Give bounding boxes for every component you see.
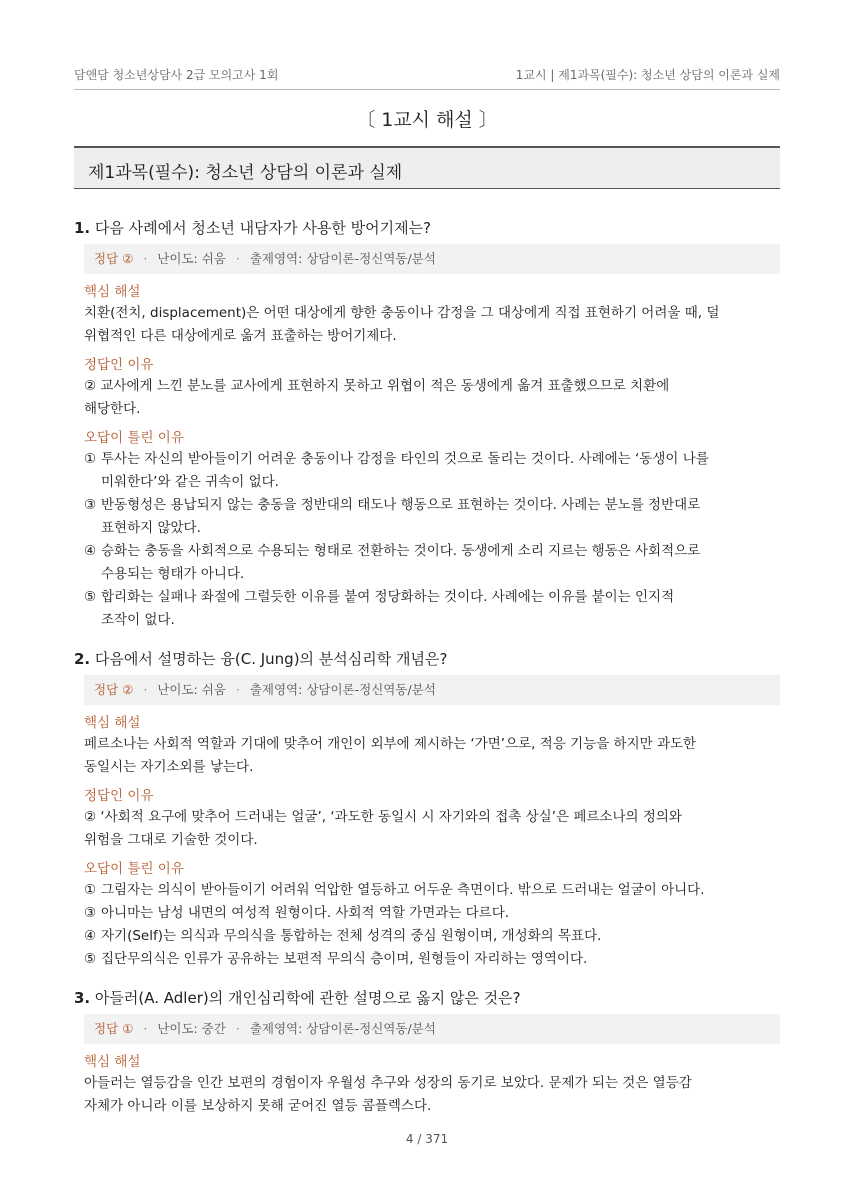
core-explanation-line: 페르소나는 사회적 역할과 기대에 맞추어 개인이 외부에 제시하는 ‘가면’으로, 적응 기능을 하지만 과도한 — [84, 736, 697, 752]
core-explanation-heading: 핵심 해설 — [84, 715, 141, 731]
explanation-body — [84, 282, 780, 632]
option-marker: ⑤ — [84, 589, 97, 605]
answer-key: 정답 ① — [94, 1021, 134, 1036]
core-explanation-line: 위협적인 다른 대상에게로 옮겨 표출하는 방어기제다. — [84, 328, 397, 344]
difficulty-value: 쉬움 — [201, 682, 226, 697]
core-explanation-heading: 핵심 해설 — [84, 284, 141, 300]
option-marker: ④ — [84, 928, 97, 944]
correct-reason-heading: 정답인 이유 — [84, 357, 154, 373]
header-exam-title: 담앤담 청소년상담사 2급 모의고사 1회 — [74, 68, 279, 82]
option-marker: ③ — [84, 497, 97, 513]
option-marker: ⑤ — [84, 951, 97, 967]
wrong-option-item — [84, 540, 780, 586]
option-marker: ① — [84, 882, 97, 898]
core-explanation-line: 동일시는 자기소외를 낳는다. — [84, 759, 254, 775]
correct-reason-line: 해당한다. — [84, 401, 141, 417]
running-header — [74, 66, 780, 90]
subject-title: 제1과목(필수): 청소년 상담의 이론과 실제 — [88, 163, 403, 183]
option-text-line: 승화는 충동을 사회적으로 수용되는 형태로 전환하는 것이다. 동생에게 소리 지르는 행동은 사회적으로 — [101, 543, 701, 559]
option-text-line: 표현하지 않았다. — [101, 520, 201, 536]
subject-banner — [74, 146, 780, 189]
question-number: 2. — [74, 650, 91, 668]
session-title: 〔 1교시 해설 〕 — [356, 109, 498, 131]
option-text-line: 조작이 없다. — [101, 612, 175, 628]
option-text-line: 투사는 자신의 받아들이기 어려운 충동이나 감정을 타인의 것으로 돌리는 것이다. 사례에는 ‘동생이 나를 — [101, 451, 709, 467]
wrong-option-item — [84, 902, 780, 925]
explanation-body — [84, 713, 780, 971]
option-text-line: 반동형성은 용납되지 않는 충동을 정반대의 태도나 행동으로 표현하는 것이다. 사례는 분노를 정반대로 — [101, 497, 701, 513]
question-block-2 — [74, 649, 780, 971]
area-value: 상담이론-정신역동/분석 — [306, 682, 436, 697]
question-number: 3. — [74, 989, 91, 1007]
option-text-line: 집단무의식은 인류가 공유하는 보편적 무의식 층이며, 원형들이 자리하는 영역이다. — [101, 951, 588, 967]
wrong-reasons-heading: 오답이 틀린 이유 — [84, 430, 184, 446]
answer-key: 정답 ② — [94, 682, 134, 697]
difficulty-label: 난이도: — [157, 1021, 202, 1036]
answer-meta-bar — [84, 244, 780, 274]
separator-dot: · — [235, 682, 240, 697]
option-text-line: 합리화는 실패나 좌절에 그럴듯한 이유를 붙여 정당화하는 것이다. 사례에는 이유를 붙이는 인지적 — [101, 589, 675, 605]
option-marker: ④ — [84, 543, 97, 559]
separator-dot: · — [143, 682, 148, 697]
wrong-option-item — [84, 494, 780, 540]
header-section-title: 1교시 | 제1과목(필수): 청소년 상담의 이론과 실제 — [515, 68, 780, 82]
answer-meta-bar — [84, 1014, 780, 1044]
wrong-option-item — [84, 586, 780, 632]
separator-dot: · — [235, 1021, 240, 1036]
correct-reason-line: 위험을 그대로 기술한 것이다. — [84, 832, 258, 848]
core-explanation-line: 아들러는 열등감을 인간 보편의 경험이자 우월성 추구와 성장의 동기로 보았다. 문제가 되는 것은 열등감 — [84, 1075, 692, 1091]
difficulty-label: 난이도: — [157, 251, 202, 266]
separator-dot: · — [235, 251, 240, 266]
correct-reason-line: ② ‘사회적 요구에 맞추어 드러내는 얼굴’, ‘과도한 동일시 시 자기와의 접촉 상실’은 페르소나의 정의와 — [84, 809, 682, 825]
correct-reason-line: ② 교사에게 느낀 분노를 교사에게 표현하지 못하고 위협이 적은 동생에게 옮겨 표출했으므로 치환에 — [84, 378, 670, 394]
option-text-line: 미워한다’와 같은 귀속이 없다. — [101, 474, 279, 490]
option-text-line: 그림자는 의식이 받아들이기 어려워 억압한 열등하고 어두운 측면이다. 밖으로 드러내는 얼굴이 아니다. — [101, 882, 705, 898]
area-label: 출제영역: — [249, 1021, 307, 1036]
difficulty-label: 난이도: — [157, 682, 202, 697]
area-value: 상담이론-정신역동/분석 — [306, 251, 436, 266]
option-text-line: 수용되는 형태가 아니다. — [101, 566, 245, 582]
core-explanation-line: 치환(전치, displacement)은 어떤 대상에게 향한 충동이나 감정을 그 대상에게 직접 표현하기 어려울 때, 덜 — [84, 305, 720, 321]
option-text-line: 아니마는 남성 내면의 여성적 원형이다. 사회적 역할 가면과는 다르다. — [101, 905, 510, 921]
wrong-option-item — [84, 948, 780, 971]
answer-key: 정답 ② — [94, 251, 134, 266]
option-marker: ① — [84, 451, 97, 467]
area-label: 출제영역: — [249, 251, 307, 266]
separator-dot: · — [143, 1021, 148, 1036]
question-block-1 — [74, 218, 780, 632]
area-value: 상담이론-정신역동/분석 — [306, 1021, 436, 1036]
explanation-body — [84, 1052, 780, 1118]
question-stem — [74, 218, 780, 238]
correct-reason-heading: 정답인 이유 — [84, 788, 154, 804]
option-text-line: 자기(Self)는 의식과 무의식을 통합하는 전체 성격의 중심 원형이며, 개성화의 목표다. — [101, 928, 602, 944]
wrong-option-item — [84, 448, 780, 494]
question-text: 아들러(A. Adler)의 개인심리학에 관한 설명으로 옳지 않은 것은? — [94, 989, 521, 1007]
option-marker: ③ — [84, 905, 97, 921]
core-explanation-heading: 핵심 해설 — [84, 1054, 141, 1070]
separator-dot: · — [143, 251, 148, 266]
question-stem — [74, 649, 780, 669]
area-label: 출제영역: — [249, 682, 307, 697]
wrong-reasons-heading: 오답이 틀린 이유 — [84, 861, 184, 877]
difficulty-value: 쉬움 — [201, 251, 226, 266]
core-explanation-line: 자체가 아니라 이를 보상하지 못해 굳어진 열등 콤플렉스다. — [84, 1098, 432, 1114]
difficulty-value: 중간 — [201, 1021, 226, 1036]
answer-meta-bar — [84, 675, 780, 705]
question-block-3 — [74, 988, 780, 1118]
question-text: 다음 사례에서 청소년 내담자가 사용한 방어기제는? — [94, 219, 432, 237]
wrong-option-item — [84, 925, 780, 948]
question-stem — [74, 988, 780, 1008]
question-number: 1. — [74, 219, 91, 237]
wrong-option-item — [84, 879, 780, 902]
page-number: 4 / 371 — [405, 1132, 449, 1146]
question-text: 다음에서 설명하는 융(C. Jung)의 분석심리학 개념은? — [94, 650, 448, 668]
